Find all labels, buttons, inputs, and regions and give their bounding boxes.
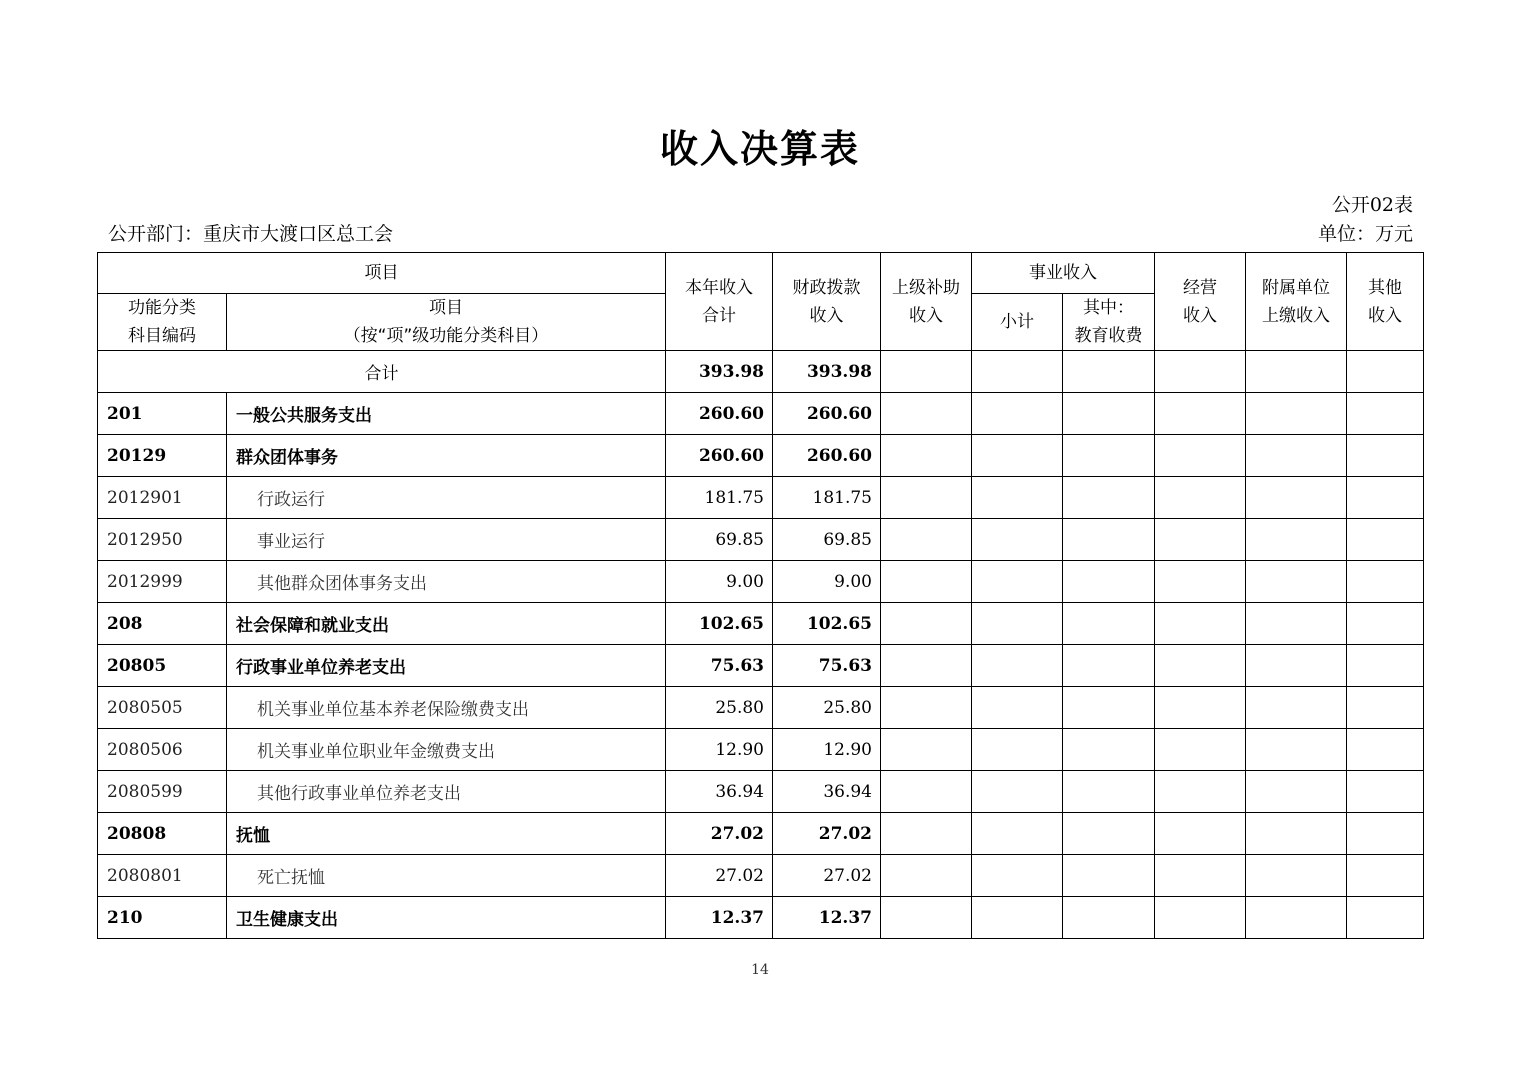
total-cell: 12.37 <box>666 897 773 939</box>
empty-cell <box>881 729 972 771</box>
table-row <box>98 813 1424 855</box>
empty-cell <box>1063 855 1155 897</box>
unit-label: 单位：万元 <box>1317 223 1413 245</box>
empty-cell <box>881 393 972 435</box>
empty-cell <box>972 477 1063 519</box>
empty-cell <box>1063 729 1155 771</box>
empty-cell <box>1155 477 1246 519</box>
empty-cell <box>881 645 972 687</box>
table-row <box>98 603 1424 645</box>
empty-cell <box>1246 351 1347 393</box>
empty-cell <box>1347 813 1424 855</box>
empty-cell <box>1246 519 1347 561</box>
name-cell: 机关事业单位基本养老保险缴费支出 <box>227 687 666 729</box>
header-career-edu: 其中： 教育收费 <box>1063 294 1155 351</box>
table-row <box>98 561 1424 603</box>
empty-cell <box>972 351 1063 393</box>
total-cell: 36.94 <box>666 771 773 813</box>
empty-cell <box>1246 435 1347 477</box>
empty-cell <box>1246 393 1347 435</box>
table-row <box>98 729 1424 771</box>
empty-cell <box>1246 687 1347 729</box>
empty-cell <box>1347 393 1424 435</box>
empty-cell <box>1155 561 1246 603</box>
empty-cell <box>972 603 1063 645</box>
name-cell: 卫生健康支出 <box>227 897 666 939</box>
empty-cell <box>972 813 1063 855</box>
fiscal-cell: 69.85 <box>773 519 881 561</box>
fiscal-cell: 260.60 <box>773 393 881 435</box>
code-cell: 2080599 <box>98 771 227 813</box>
total-cell: 102.65 <box>666 603 773 645</box>
total-cell: 75.63 <box>666 645 773 687</box>
empty-cell <box>1347 435 1424 477</box>
empty-cell <box>1155 897 1246 939</box>
header-operating: 经营 收入 <box>1155 253 1246 351</box>
code-cell: 2080505 <box>98 687 227 729</box>
empty-cell <box>1063 519 1155 561</box>
fiscal-cell: 75.63 <box>773 645 881 687</box>
fiscal-cell: 260.60 <box>773 435 881 477</box>
table-row <box>98 645 1424 687</box>
empty-cell <box>1155 687 1246 729</box>
empty-cell <box>881 813 972 855</box>
empty-cell <box>1155 519 1246 561</box>
empty-cell <box>1347 519 1424 561</box>
table-row <box>98 897 1424 939</box>
fiscal-cell: 36.94 <box>773 771 881 813</box>
page-title: 收入决算表 <box>659 127 860 171</box>
empty-cell <box>1347 645 1424 687</box>
empty-cell <box>1063 477 1155 519</box>
name-cell: 一般公共服务支出 <box>227 393 666 435</box>
name-cell: 事业运行 <box>227 519 666 561</box>
empty-cell <box>1246 771 1347 813</box>
name-cell: 行政事业单位养老支出 <box>227 645 666 687</box>
table-row <box>98 435 1424 477</box>
empty-cell <box>1246 603 1347 645</box>
empty-cell <box>881 435 972 477</box>
empty-cell <box>1063 351 1155 393</box>
empty-cell <box>1347 477 1424 519</box>
fiscal-cell: 181.75 <box>773 477 881 519</box>
empty-cell <box>1246 729 1347 771</box>
total-cell: 181.75 <box>666 477 773 519</box>
empty-cell <box>1347 561 1424 603</box>
header-career-group: 事业收入 <box>972 253 1155 294</box>
header-item-group: 项目 <box>98 253 666 294</box>
total-cell: 260.60 <box>666 393 773 435</box>
empty-cell <box>972 687 1063 729</box>
empty-cell <box>881 477 972 519</box>
department-label: 公开部门：重庆市大渡口区总工会 <box>108 223 394 245</box>
empty-cell <box>972 393 1063 435</box>
total-cell: 69.85 <box>666 519 773 561</box>
fiscal-cell: 12.37 <box>773 897 881 939</box>
total-cell: 9.00 <box>666 561 773 603</box>
empty-cell <box>1246 813 1347 855</box>
empty-cell <box>1063 561 1155 603</box>
empty-cell <box>1347 351 1424 393</box>
empty-cell <box>1155 771 1246 813</box>
header-superior: 上级补助 收入 <box>881 253 972 351</box>
empty-cell <box>1155 855 1246 897</box>
table-row <box>98 477 1424 519</box>
empty-cell <box>881 771 972 813</box>
header-fiscal: 财政拨款 收入 <box>773 253 881 351</box>
name-cell: 社会保障和就业支出 <box>227 603 666 645</box>
code-cell: 2012901 <box>98 477 227 519</box>
empty-cell <box>881 855 972 897</box>
empty-cell <box>1155 435 1246 477</box>
empty-cell <box>1155 603 1246 645</box>
fiscal-cell: 102.65 <box>773 603 881 645</box>
name-cell: 其他群众团体事务支出 <box>227 561 666 603</box>
name-cell: 其他行政事业单位养老支出 <box>227 771 666 813</box>
header-code: 功能分类 科目编码 <box>98 294 227 351</box>
fiscal-cell: 27.02 <box>773 813 881 855</box>
empty-cell <box>1155 729 1246 771</box>
empty-cell <box>1246 477 1347 519</box>
code-cell: 2012950 <box>98 519 227 561</box>
code-cell: 2012999 <box>98 561 227 603</box>
code-cell: 20808 <box>98 813 227 855</box>
header-affiliated: 附属单位 上缴收入 <box>1246 253 1347 351</box>
empty-cell <box>1063 393 1155 435</box>
empty-cell <box>972 897 1063 939</box>
total-cell: 27.02 <box>666 855 773 897</box>
name-cell: 行政运行 <box>227 477 666 519</box>
page-number: 14 <box>751 962 769 978</box>
empty-cell <box>881 561 972 603</box>
empty-cell <box>881 603 972 645</box>
fiscal-cell: 12.90 <box>773 729 881 771</box>
code-cell: 20129 <box>98 435 227 477</box>
empty-cell <box>1063 603 1155 645</box>
empty-cell <box>881 897 972 939</box>
empty-cell <box>1347 603 1424 645</box>
form-number: 公开02表 <box>1331 194 1413 216</box>
code-cell: 20805 <box>98 645 227 687</box>
table-row <box>98 393 1424 435</box>
total-cell: 25.80 <box>666 687 773 729</box>
code-cell: 2080801 <box>98 855 227 897</box>
header-other: 其他 收入 <box>1347 253 1424 351</box>
code-cell: 208 <box>98 603 227 645</box>
total-label: 合计 <box>98 351 666 393</box>
total-cell: 260.60 <box>666 435 773 477</box>
empty-cell <box>972 435 1063 477</box>
empty-cell <box>1347 897 1424 939</box>
empty-cell <box>972 771 1063 813</box>
name-cell: 群众团体事务 <box>227 435 666 477</box>
header-career-subtotal: 小计 <box>972 294 1063 351</box>
empty-cell <box>1155 645 1246 687</box>
fiscal-cell: 25.80 <box>773 687 881 729</box>
empty-cell <box>972 519 1063 561</box>
empty-cell <box>881 351 972 393</box>
total-cell: 27.02 <box>666 813 773 855</box>
table-total-row <box>98 351 1424 393</box>
empty-cell <box>1063 435 1155 477</box>
empty-cell <box>1063 813 1155 855</box>
name-cell: 死亡抚恤 <box>227 855 666 897</box>
income-table <box>97 252 1424 939</box>
header-total: 本年收入 合计 <box>666 253 773 351</box>
table-row <box>98 687 1424 729</box>
header-name: 项目 （按“项”级功能分类科目） <box>227 294 666 351</box>
empty-cell <box>1063 897 1155 939</box>
empty-cell <box>972 729 1063 771</box>
empty-cell <box>1155 393 1246 435</box>
empty-cell <box>881 519 972 561</box>
code-cell: 201 <box>98 393 227 435</box>
total-cell: 12.90 <box>666 729 773 771</box>
empty-cell <box>1155 813 1246 855</box>
empty-cell <box>1347 687 1424 729</box>
empty-cell <box>1063 645 1155 687</box>
empty-cell <box>881 687 972 729</box>
empty-cell <box>1155 351 1246 393</box>
name-cell: 抚恤 <box>227 813 666 855</box>
empty-cell <box>1246 897 1347 939</box>
code-cell: 210 <box>98 897 227 939</box>
total-cell: 393.98 <box>666 351 773 393</box>
table-row <box>98 519 1424 561</box>
empty-cell <box>972 561 1063 603</box>
empty-cell <box>1246 855 1347 897</box>
empty-cell <box>1347 771 1424 813</box>
fiscal-cell: 27.02 <box>773 855 881 897</box>
empty-cell <box>1063 687 1155 729</box>
table-row <box>98 771 1424 813</box>
table-row <box>98 855 1424 897</box>
empty-cell <box>1246 561 1347 603</box>
empty-cell <box>972 855 1063 897</box>
empty-cell <box>1063 771 1155 813</box>
code-cell: 2080506 <box>98 729 227 771</box>
name-cell: 机关事业单位职业年金缴费支出 <box>227 729 666 771</box>
empty-cell <box>1246 645 1347 687</box>
empty-cell <box>1347 729 1424 771</box>
fiscal-cell: 393.98 <box>773 351 881 393</box>
empty-cell <box>972 645 1063 687</box>
empty-cell <box>1347 855 1424 897</box>
fiscal-cell: 9.00 <box>773 561 881 603</box>
